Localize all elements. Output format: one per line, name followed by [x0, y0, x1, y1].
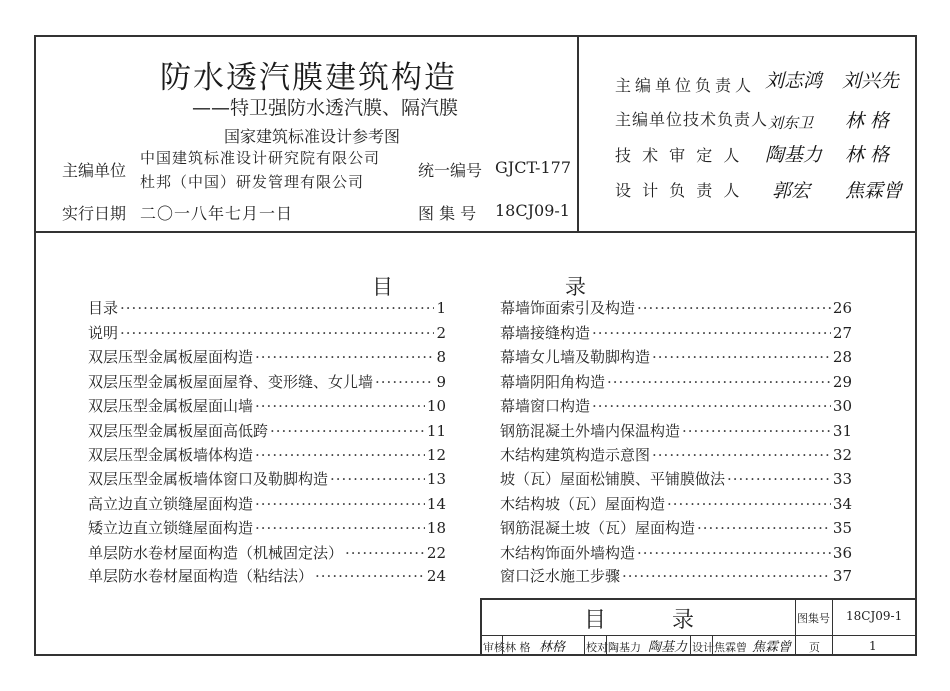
title-block-page-no: 1: [869, 639, 877, 653]
toc-entry[interactable]: [88, 346, 446, 368]
toc-entry-page: 11: [426, 422, 446, 440]
title-block-page-label: 页: [809, 641, 820, 654]
editor-org-1: 中国建筑标准设计研究院有限公司: [140, 149, 381, 167]
toc-entry[interactable]: [500, 371, 852, 393]
toc-heading-left: 目: [372, 275, 393, 299]
signature: 刘兴先: [842, 70, 900, 92]
toc-entry-page: 33: [832, 470, 852, 488]
toc-entry-title: 单层防水卷材屋面构造（粘结法）: [88, 567, 314, 585]
toc-leader: [255, 397, 425, 415]
toc-leader: [255, 446, 425, 464]
responsible-role: 主编单位技术负责人: [615, 110, 769, 129]
toc-leader: [652, 348, 831, 366]
toc-entry-title: 矮立边直立锁缝屋面构造: [88, 519, 254, 537]
toc-entry-page: 10: [426, 397, 446, 415]
title-block-col-divider: [795, 598, 796, 656]
header-vertical-divider: [577, 35, 579, 232]
toc-entry-title: 钢筋混凝土坡（瓦）屋面构造: [500, 519, 696, 537]
design-name: 焦霖曾: [714, 641, 747, 654]
signature: 焦霖曾: [752, 640, 792, 655]
toc-entry-title: 双层压型金属板墙体窗口及勒脚构造: [88, 470, 329, 488]
toc-entry[interactable]: [500, 517, 852, 539]
title-block-atlas-no: 18CJ09-1: [846, 609, 903, 623]
toc-leader: [270, 422, 425, 440]
atlas-type: 国家建筑标准设计参考图: [224, 127, 401, 146]
toc-leader: [652, 446, 831, 464]
signature: 陶基力: [765, 144, 823, 166]
toc-entry-title: 幕墙女儿墙及勒脚构造: [500, 348, 651, 366]
title-block-cell-divider: [584, 635, 585, 656]
toc-entry-title: 幕墙接缝构造: [500, 324, 591, 342]
toc-entry[interactable]: [88, 468, 446, 490]
toc-entry-page: 24: [426, 567, 446, 585]
toc-entry-page: 8: [436, 348, 446, 366]
signature: 刘东卫: [768, 114, 814, 132]
title-block-cell-divider: [606, 635, 607, 656]
toc-entry-title: 双层压型金属板屋面构造: [88, 348, 254, 366]
toc-entry[interactable]: [88, 322, 446, 344]
toc-leader: [592, 397, 831, 415]
toc-entry-page: 29: [832, 373, 852, 391]
toc-entry[interactable]: [500, 542, 852, 564]
toc-entry-page: 32: [832, 446, 852, 464]
toc-entry-title: 窗口泛水施工步骤: [500, 567, 621, 585]
title-block-cell-divider: [690, 635, 691, 656]
toc-entry-title: 钢筋混凝土外墙内保温构造: [500, 422, 681, 440]
title-block-col-divider: [832, 598, 833, 656]
date-label: 实行日期: [62, 204, 127, 223]
toc-entry-page: 27: [832, 324, 852, 342]
toc-entry-page: 28: [832, 348, 852, 366]
toc-entry[interactable]: [500, 346, 852, 368]
review-label: 审核: [483, 641, 505, 654]
toc-entry[interactable]: [88, 493, 446, 515]
toc-entry-title: 幕墙窗口构造: [500, 397, 591, 415]
toc-leader: [330, 470, 425, 488]
toc-entry[interactable]: [500, 493, 852, 515]
toc-leader: [120, 324, 434, 342]
toc-entry[interactable]: [88, 565, 446, 587]
toc-entry-title: 说明: [88, 324, 119, 342]
responsible-role: 技 术 审 定 人: [615, 146, 743, 165]
atlas-no: 18CJ09-1: [495, 201, 570, 220]
toc-entry-page: 18: [426, 519, 446, 537]
toc-leader: [607, 373, 831, 391]
toc-entry-title: 幕墙阴阳角构造: [500, 373, 606, 391]
title-block-atlas-no-label: 图集号: [797, 612, 830, 625]
toc-leader: [315, 567, 425, 585]
signature: 刘志鸿: [765, 70, 823, 92]
toc-entry[interactable]: [500, 420, 852, 442]
title-block-top-border: [480, 598, 917, 600]
toc-entry-page: 34: [832, 495, 852, 513]
toc-entry-title: 坡（瓦）屋面松铺膜、平铺膜做法: [500, 470, 726, 488]
toc-entry-page: 31: [832, 422, 852, 440]
signature: 陶基力: [648, 640, 688, 655]
toc-leader: [255, 348, 434, 366]
toc-entry-title: 木结构坡（瓦）屋面构造: [500, 495, 666, 513]
toc-entry[interactable]: [500, 395, 852, 417]
toc-entry[interactable]: [88, 395, 446, 417]
toc-leader: [697, 519, 831, 537]
check-name: 陶基力: [608, 641, 641, 654]
editor-org-2: 杜邦（中国）研发管理有限公司: [140, 173, 365, 191]
toc-entry[interactable]: [500, 297, 852, 319]
title-block-name-left: 目: [584, 608, 607, 633]
toc-entry[interactable]: [88, 542, 446, 564]
toc-leader: [375, 373, 434, 391]
date-value: 二〇一八年七月一日: [140, 204, 294, 223]
toc-entry-title: 双层压型金属板屋面山墙: [88, 397, 254, 415]
toc-entry-title: 高立边直立锁缝屋面构造: [88, 495, 254, 513]
toc-leader: [667, 495, 831, 513]
signature: 林 格: [845, 110, 890, 132]
toc-leader: [622, 567, 831, 585]
title-block-cell-divider: [502, 635, 503, 656]
toc-entry[interactable]: [88, 371, 446, 393]
toc-entry[interactable]: [88, 517, 446, 539]
atlas-no-label: 图 集 号: [418, 204, 477, 223]
toc-entry[interactable]: [88, 420, 446, 442]
header-divider: [34, 231, 917, 233]
toc-entry[interactable]: [500, 444, 852, 466]
atlas-title: 防水透汽膜建筑构造: [160, 60, 457, 96]
toc-entry-page: 35: [832, 519, 852, 537]
toc-leader: [255, 519, 425, 537]
toc-leader: [637, 299, 831, 317]
signature: 郭宏: [772, 180, 811, 202]
toc-entry-title: 目录: [88, 299, 119, 317]
toc-entry-title: 单层防水卷材屋面构造（机械固定法）: [88, 544, 344, 562]
toc-entry-page: 12: [426, 446, 446, 464]
toc-entry-page: 37: [832, 567, 852, 585]
check-label: 校对: [586, 641, 608, 654]
toc-entry-title: 双层压型金属板墙体构造: [88, 446, 254, 464]
toc-leader: [727, 470, 831, 488]
toc-heading-right: 录: [565, 275, 586, 299]
toc-entry-page: 26: [832, 299, 852, 317]
signature: 林格: [539, 640, 566, 655]
toc-leader: [255, 495, 425, 513]
title-block-cell-divider: [712, 635, 713, 656]
unified-no: GJCT-177: [495, 158, 571, 177]
toc-entry-page: 36: [832, 544, 852, 562]
unified-no-label: 统一编号: [418, 161, 483, 180]
toc-entry[interactable]: [500, 468, 852, 490]
toc-leader: [345, 544, 425, 562]
toc-entry[interactable]: [88, 297, 446, 319]
signature: 焦霖曾: [845, 180, 903, 202]
toc-leader: [682, 422, 831, 440]
design-label: 设计: [692, 641, 714, 654]
editor-label: 主编单位: [62, 161, 127, 180]
toc-entry-title: 木结构饰面外墙构造: [500, 544, 636, 562]
toc-entry[interactable]: [500, 322, 852, 344]
toc-entry-title: 幕墙饰面索引及构造: [500, 299, 636, 317]
review-name: 林 格: [505, 641, 531, 654]
toc-entry[interactable]: [88, 444, 446, 466]
toc-entry-page: 14: [426, 495, 446, 513]
title-block-left-border: [480, 598, 482, 656]
toc-leader: [637, 544, 831, 562]
toc-entry-page: 2: [436, 324, 446, 342]
signature: 林 格: [845, 144, 890, 166]
toc-entry-page: 22: [426, 544, 446, 562]
responsible-role: 主编单位负责人: [615, 76, 756, 95]
responsible-role: 设 计 负 责 人: [615, 181, 743, 200]
toc-entry-page: 1: [436, 299, 446, 317]
toc-entry-page: 13: [426, 470, 446, 488]
title-block-name-right: 录: [672, 608, 695, 633]
toc-entry-page: 9: [436, 373, 446, 391]
toc-entry-title: 木结构建筑构造示意图: [500, 446, 651, 464]
atlas-subtitle: ——特卫强防水透汽膜、隔汽膜: [192, 97, 459, 119]
toc-entry-page: 30: [832, 397, 852, 415]
toc-leader: [592, 324, 831, 342]
toc-entry[interactable]: [500, 565, 852, 587]
toc-entry-title: 双层压型金属板屋面屋脊、变形缝、女儿墙: [88, 373, 374, 391]
toc-entry-title: 双层压型金属板屋面高低跨: [88, 422, 269, 440]
toc-leader: [120, 299, 434, 317]
